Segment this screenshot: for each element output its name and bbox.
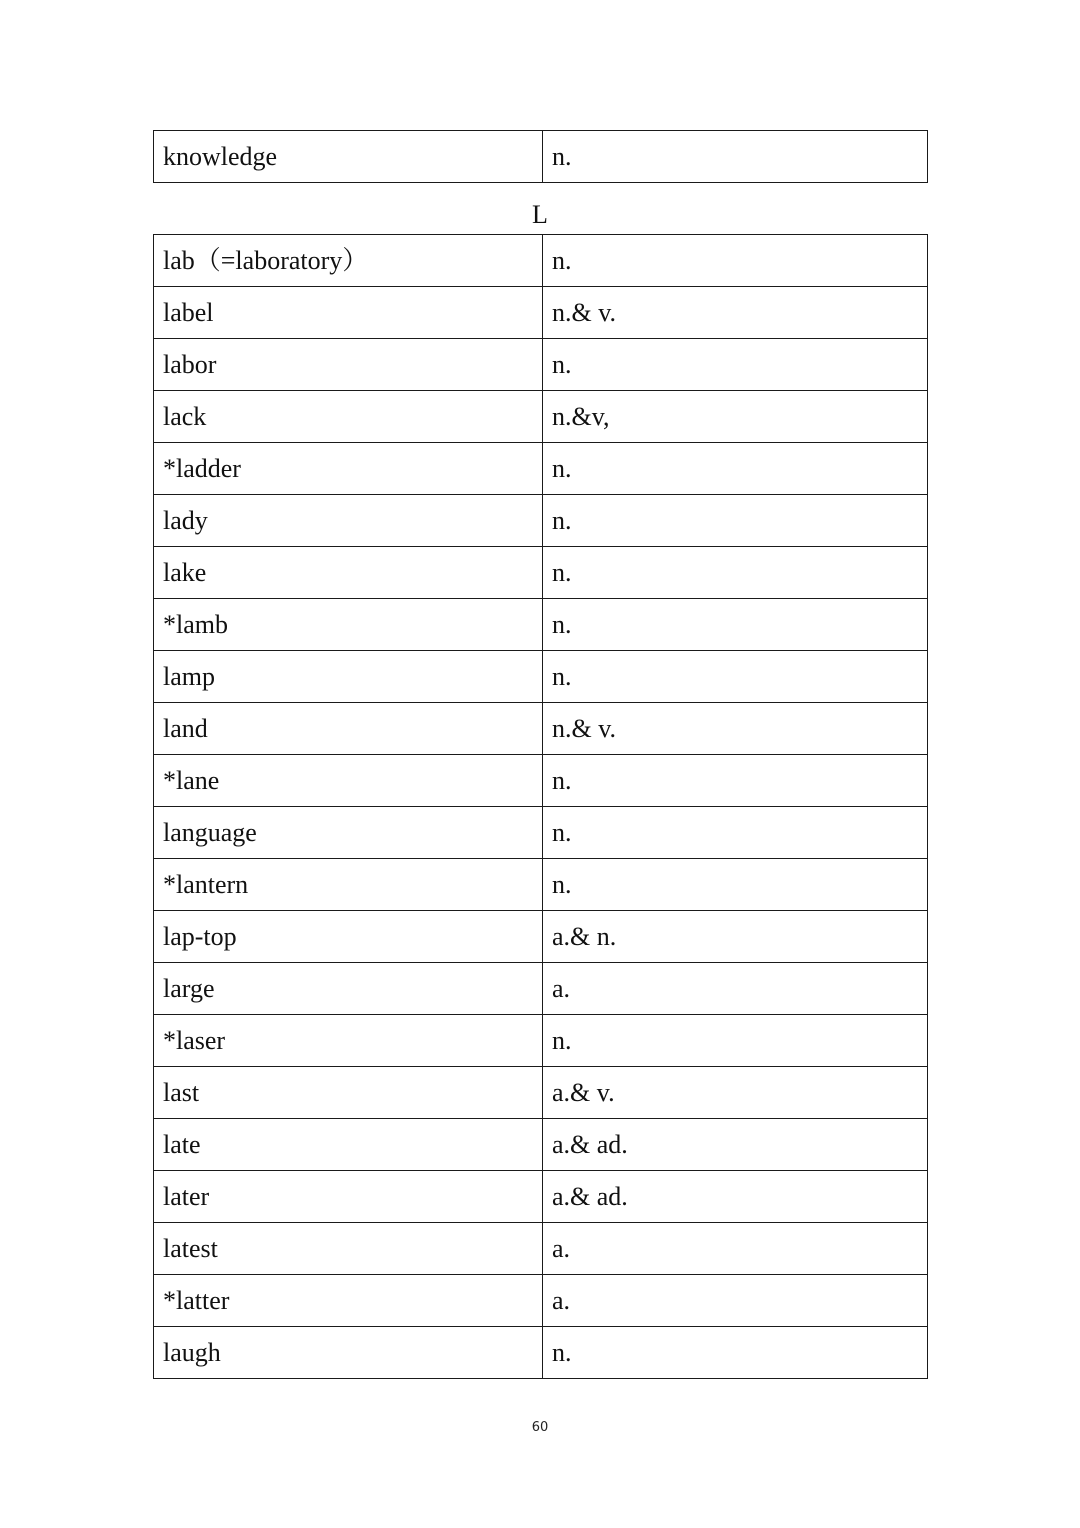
word-cell: lap-top [154,911,543,963]
table-row [154,1015,928,1067]
part-of-speech-cell: n. [543,859,928,911]
part-of-speech-cell: a.& n. [543,911,928,963]
word-cell: *lamb [154,599,543,651]
table-row [154,859,928,911]
word-cell: lamp [154,651,543,703]
table-row [154,339,928,391]
word-cell: label [154,287,543,339]
table-row [154,1327,928,1379]
table-row [154,547,928,599]
part-of-speech-cell: n. [543,651,928,703]
part-of-speech-cell: n.& v. [543,287,928,339]
vocabulary-table-l [153,234,928,1379]
table-row [154,599,928,651]
part-of-speech-cell: n. [543,443,928,495]
part-of-speech-cell: n. [543,599,928,651]
word-cell: large [154,963,543,1015]
part-of-speech-cell: a. [543,1275,928,1327]
word-cell: lack [154,391,543,443]
table-row [154,1171,928,1223]
part-of-speech-cell: a.& ad. [543,1119,928,1171]
table-row [154,287,928,339]
section-letter-heading: L [532,200,548,229]
part-of-speech-cell: n. [543,131,928,183]
word-cell: lake [154,547,543,599]
word-cell: *latter [154,1275,543,1327]
table-row [154,495,928,547]
table-row [154,1119,928,1171]
table-row [154,1067,928,1119]
table-row [154,755,928,807]
part-of-speech-cell: n. [543,235,928,287]
word-cell: language [154,807,543,859]
word-cell: lady [154,495,543,547]
table-row [154,807,928,859]
vocabulary-table-k-continued [153,130,928,183]
word-cell: laugh [154,1327,543,1379]
part-of-speech-cell: n. [543,339,928,391]
part-of-speech-cell: a.& ad. [543,1171,928,1223]
part-of-speech-cell: n. [543,495,928,547]
word-cell: latest [154,1223,543,1275]
word-cell: late [154,1119,543,1171]
table-row [154,235,928,287]
part-of-speech-cell: n.& v. [543,703,928,755]
word-cell: lab（=laboratory） [154,235,543,287]
table-row [154,651,928,703]
word-cell: *lane [154,755,543,807]
part-of-speech-cell: n. [543,807,928,859]
part-of-speech-cell: a.& v. [543,1067,928,1119]
word-cell: last [154,1067,543,1119]
part-of-speech-cell: n. [543,1327,928,1379]
part-of-speech-cell: n. [543,547,928,599]
table-row [154,703,928,755]
table-row [154,131,928,183]
word-cell: land [154,703,543,755]
part-of-speech-cell: n. [543,1015,928,1067]
part-of-speech-cell: a. [543,1223,928,1275]
word-cell: knowledge [154,131,543,183]
table-row [154,443,928,495]
word-cell: later [154,1171,543,1223]
table-row [154,963,928,1015]
part-of-speech-cell: a. [543,963,928,1015]
word-cell: *ladder [154,443,543,495]
page-number: 60 [531,1420,549,1435]
table-row [154,1223,928,1275]
part-of-speech-cell: n.&v, [543,391,928,443]
word-cell: *laser [154,1015,543,1067]
table-row [154,911,928,963]
word-cell: labor [154,339,543,391]
word-cell: *lantern [154,859,543,911]
part-of-speech-cell: n. [543,755,928,807]
table-row [154,1275,928,1327]
table-row [154,391,928,443]
